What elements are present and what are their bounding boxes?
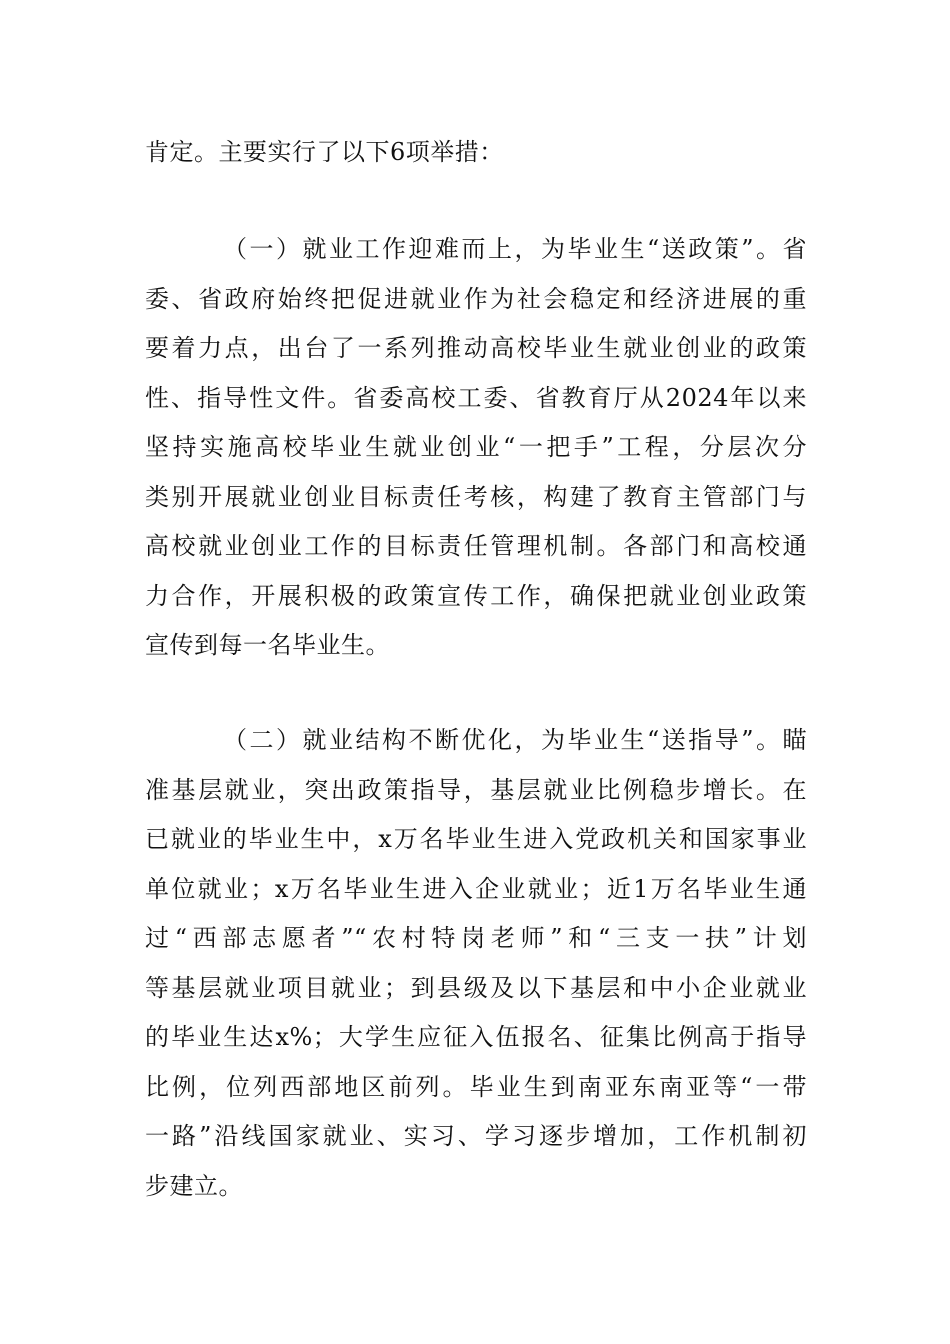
text-line: 比例，位列西部地区前列。毕业生到南亚东南亚等“一带 [145,1072,807,1101]
text-line: 过“西部志愿者”“农村特岗老师”和“三支一扶”计划 [145,924,807,952]
text-line: （二）就业结构不断优化，为毕业生“送指导”。瞄 [223,726,807,754]
text-line: 高校就业创业工作的目标责任管理机制。各部门和高校通 [145,532,807,560]
text-line: （一）就业工作迎难而上，为毕业生“送政策”。省 [223,235,807,263]
text-line: 肯定。主要实行了以下6项举措： [145,138,504,166]
text-line: 的毕业生达x%；大学生应征入伍报名、征集比例高于指导 [145,1023,807,1051]
paragraph-intro [145,128,807,178]
text-line: 要着力点，出台了一系列推动高校毕业生就业创业的政策 [145,334,807,362]
text-line: 类别开展就业创业目标责任考核，构建了教育主管部门与 [145,482,807,511]
text-line: 坚持实施高校毕业生就业创业“一把手”工程，分层次分 [145,433,807,461]
text-line: 单位就业；x万名毕业生进入企业就业；近1万名毕业生通 [145,874,807,903]
text-line: 等基层就业项目就业；到县级及以下基层和中小企业就业 [145,973,807,1002]
text-line: 已就业的毕业生中，x万名毕业生进入党政机关和国家事业 [145,825,807,853]
paragraph-section-1 [145,225,807,671]
text-line: 性、指导性文件。省委高校工委、省教育厅从2024年以来 [145,383,807,412]
text-line: 一路”沿线国家就业、实习、学习逐步增加，工作机制初 [145,1122,807,1150]
text-line: 步建立。 [145,1171,243,1200]
text-line: 委、省政府始终把促进就业作为社会稳定和经济进展的重 [145,284,807,313]
paragraph-section-2 [145,716,807,1211]
text-line: 宣传到每一名毕业生。 [145,631,390,659]
text-line: 力合作，开展积极的政策宣传工作，确保把就业创业政策 [145,581,807,610]
text-line: 准基层就业，突出政策指导，基层就业比例稳步增长。在 [145,775,807,804]
